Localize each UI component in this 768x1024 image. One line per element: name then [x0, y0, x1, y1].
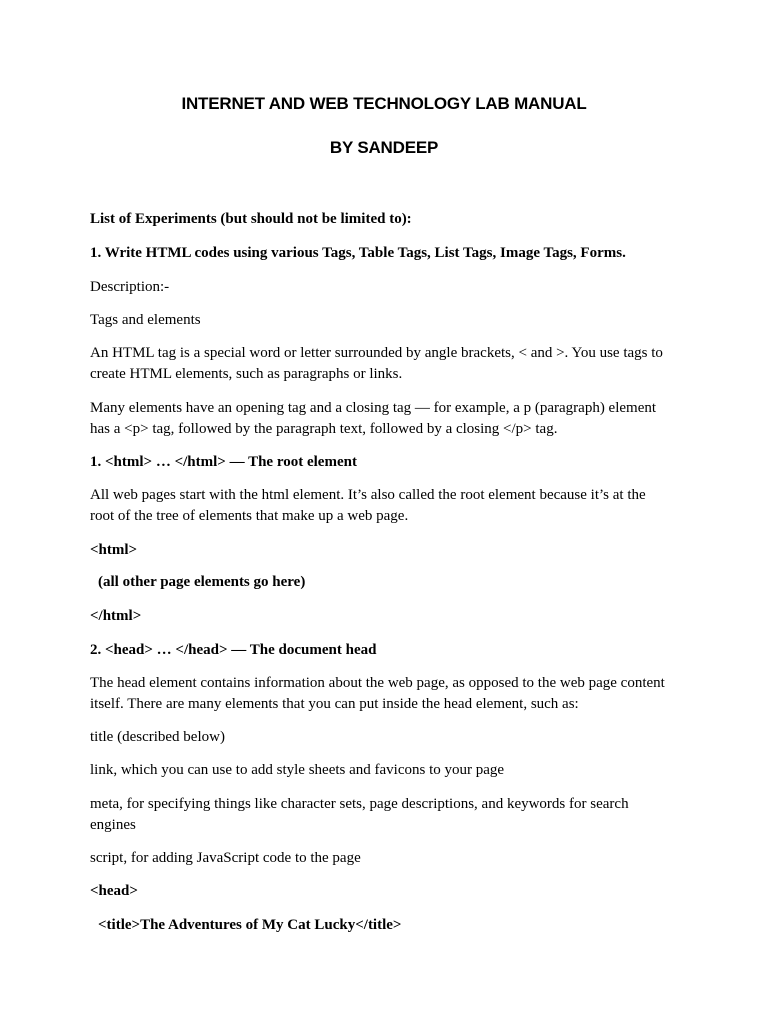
item-title: title (described below) — [90, 729, 225, 745]
section-2-heading: 2. <head> … </head> — The document head — [90, 642, 377, 658]
section-1-heading: 1. <html> … </html> — The root element — [90, 454, 357, 470]
code-html-open: <html> — [90, 542, 138, 558]
code-head-open: <head> — [90, 883, 138, 899]
paragraph-root-line-2: root of the tree of elements that make up a web page. — [90, 508, 409, 524]
document-author: BY SANDEEP — [329, 138, 439, 157]
paragraph-opening-tag-line-2: has a <p> tag, followed by the paragraph text, followed by a closing </p> tag. — [90, 421, 558, 437]
item-script: script, for adding JavaScript code to the page — [90, 850, 361, 866]
code-html-close: </html> — [90, 608, 142, 624]
item-meta-line-2: engines — [90, 817, 136, 833]
paragraph-html-tag-line-1: An HTML tag is a special word or letter surrounded by angle brackets, < and >. You use tags to — [90, 345, 663, 361]
experiments-heading: List of Experiments (but should not be limited to): — [90, 211, 412, 227]
document-title: INTERNET AND WEB TECHNOLOGY LAB MANUAL — [181, 94, 587, 113]
paragraph-head-line-1: The head element contains information about the web page, as opposed to the web page content — [90, 675, 665, 691]
description-label: Description:- — [90, 279, 170, 295]
paragraph-head-line-2: itself. There are many elements that you can put inside the head element, such as: — [90, 696, 579, 712]
item-meta-line-1: meta, for specifying things like character sets, page descriptions, and keywords for search — [90, 796, 629, 812]
code-html-middle: (all other page elements go here) — [98, 574, 306, 590]
tags-and-elements-label: Tags and elements — [90, 312, 201, 328]
experiment-1: 1. Write HTML codes using various Tags, Table Tags, List Tags, Image Tags, Forms. — [90, 245, 626, 261]
paragraph-opening-tag-line-1: Many elements have an opening tag and a closing tag — for example, a p (paragraph) element — [90, 400, 657, 416]
item-link: link, which you can use to add style sheets and favicons to your page — [90, 762, 505, 778]
code-title: <title>The Adventures of My Cat Lucky</title> — [98, 917, 402, 933]
paragraph-html-tag-line-2: create HTML elements, such as paragraphs or links. — [90, 366, 403, 382]
paragraph-root-line-1: All web pages start with the html element. It’s also called the root element because it’s at the — [90, 487, 646, 503]
